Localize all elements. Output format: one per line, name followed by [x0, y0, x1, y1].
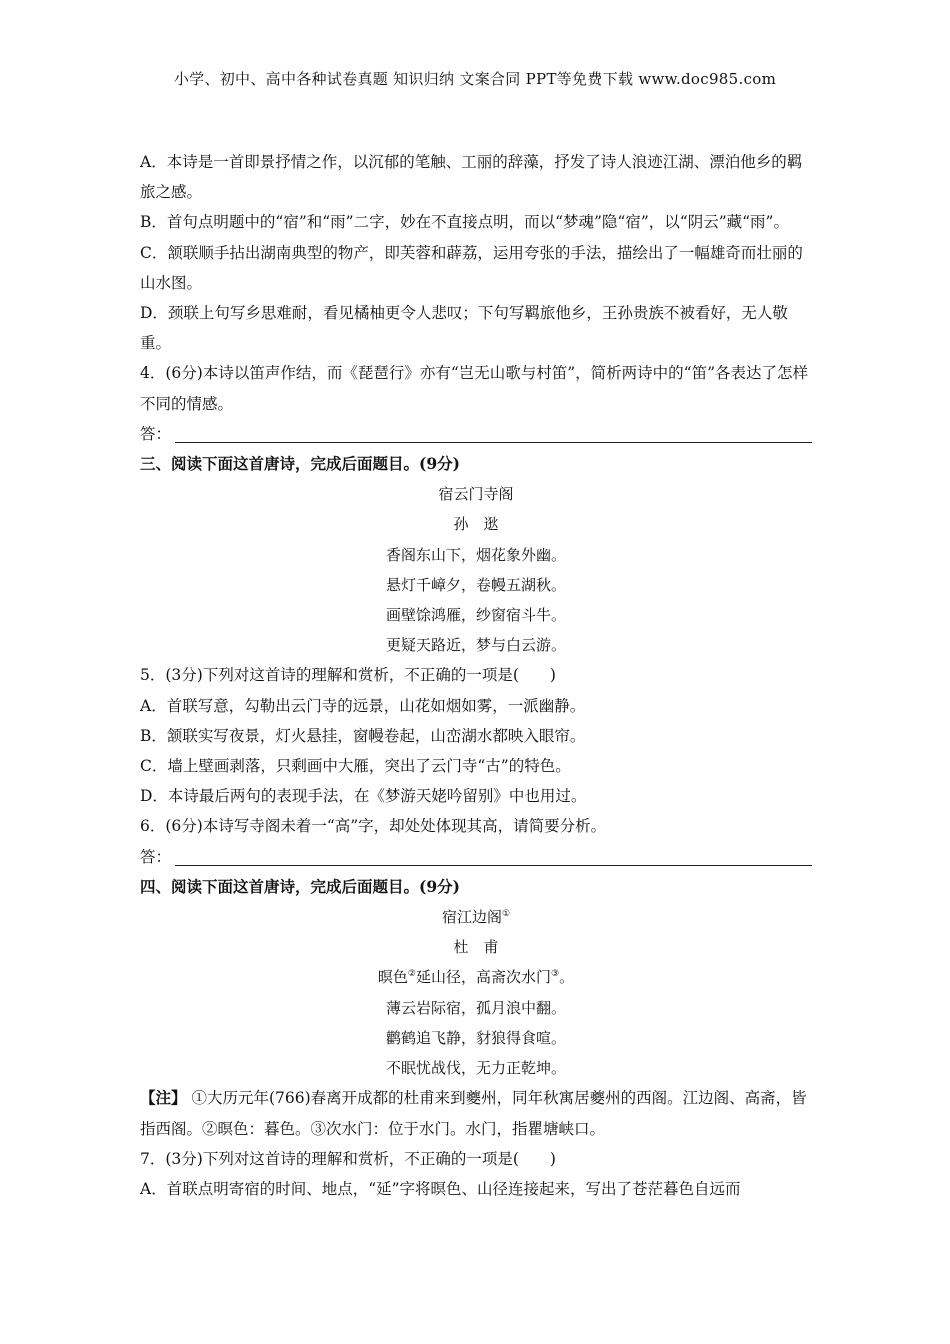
poem-line-part: 暝色 — [377, 968, 408, 987]
document-body — [140, 147, 812, 1204]
question-4: 4．(6分)本诗以笛声作结，而《琵琶行》亦有“岂无山歌与村笛”，简析两诗中的“笛”各表达了怎样不同的情感。 — [140, 364, 809, 413]
section-3-heading: 三、阅读下面这首唐诗，完成后面题目。(9分) — [140, 454, 460, 474]
answer-line-q6[interactable] — [140, 842, 812, 872]
poem-author-3: 孙 逖 — [453, 515, 499, 534]
poem-title-4 — [140, 902, 812, 932]
q5-option-d: D．本诗最后两句的表现手法，在《梦游天姥吟留别》中也用过。 — [140, 787, 587, 806]
q5-option-a: A．首联写意，勾勒出云门寺的远景，山花如烟如雾，一派幽静。 — [140, 696, 586, 715]
question-7-stem: 7．(3分)下列对这首诗的理解和赏析，不正确的一项是( ) — [140, 1149, 556, 1168]
poem-line: 不眠忧战伐，无力正乾坤。 — [385, 1059, 566, 1078]
answer-label: 答： — [140, 424, 172, 443]
q5-option-b: B．颔联实写夜景，灯火悬挂，窗幔卷起，山峦湖水都映入眼帘。 — [140, 726, 586, 745]
q3-option-d: D．颈联上句写乡思难耐，看见橘柚更令人悲叹；下句写羁旅他乡，王孙贵族不被看好，无人敬重。 — [140, 304, 788, 353]
poem-line-part: 。 — [559, 968, 575, 987]
answer-label: 答： — [140, 847, 172, 866]
poem-line — [140, 962, 812, 992]
poem-line: 鹳鹤追飞静，豺狼得食喧。 — [385, 1028, 566, 1047]
poem-line: 悬灯千嶂夕，卷幔五湖秋。 — [385, 575, 566, 594]
poem-line: 画壁馀鸿雁，纱窗宿斗牛。 — [385, 606, 566, 625]
footnote — [140, 1083, 812, 1143]
answer-rule[interactable] — [175, 847, 812, 866]
q3-option-b: B．首句点明题中的“宿”和“雨”二字，妙在不直接点明，而以“梦魂”隐“宿”，以“阴云”藏“雨”。 — [140, 213, 789, 232]
poem-line: 薄云岩际宿，孤月浪中翻。 — [385, 998, 566, 1017]
q5-option-c: C．墙上壁画剥落，只剩画中大雁，突出了云门寺“古”的特色。 — [140, 757, 571, 776]
q7-option-a: A．首联点明寄宿的时间、地点，“延”字将暝色、山径连接起来，写出了苍茫暮色自远而 — [140, 1179, 741, 1198]
answer-line-q4[interactable] — [140, 419, 812, 449]
section-4-heading: 四、阅读下面这首唐诗，完成后面题目。(9分) — [140, 876, 460, 896]
poem-line: 香阁东山下，烟花象外幽。 — [385, 545, 566, 564]
q3-option-c: C．颔联顺手拈出湖南典型的物产，即芙蓉和薜荔，运用夸张的手法，描绘出了一幅雄奇而壮丽的山水图。 — [140, 243, 803, 292]
answer-rule[interactable] — [175, 424, 812, 443]
footnote-marker: ① — [501, 909, 511, 920]
footnote-marker: ③ — [551, 969, 560, 980]
page-header: 小学、初中、高中各种试卷真题 知识归纳 文案合同 PPT等免费下载 www.doc985.com — [173, 70, 777, 88]
poem-author-4: 杜 甫 — [453, 938, 499, 957]
question-5-stem: 5．(3分)下列对这首诗的理解和赏析，不正确的一项是( ) — [140, 666, 556, 685]
footnote-text: ①大历元年(766)春离开成都的杜甫来到夔州，同年秋寓居夔州的西阁。江边阁、高斋，皆指西阁。②暝色：暮色。③次水门：位于水门。水门，指瞿塘峡口。 — [140, 1089, 807, 1138]
q3-option-a: A．本诗是一首即景抒情之作，以沉郁的笔触、工丽的辞藻，抒发了诗人浪迹江湖、漂泊他乡的羁旅之感。 — [140, 153, 803, 202]
poem-title-text: 宿江边阁 — [441, 908, 502, 927]
footnote-marker: ② — [407, 969, 416, 980]
footnote-label: 【注】 — [140, 1088, 187, 1108]
poem-line: 更疑天路近，梦与白云游。 — [385, 636, 566, 655]
poem-title-3: 宿云门寺阁 — [438, 485, 514, 504]
poem-line-part: 延山径，高斋次水门 — [415, 968, 551, 987]
question-6: 6．(6分)本诗写寺阁未着一“高”字，却处处体现其高，请简要分析。 — [140, 817, 607, 836]
